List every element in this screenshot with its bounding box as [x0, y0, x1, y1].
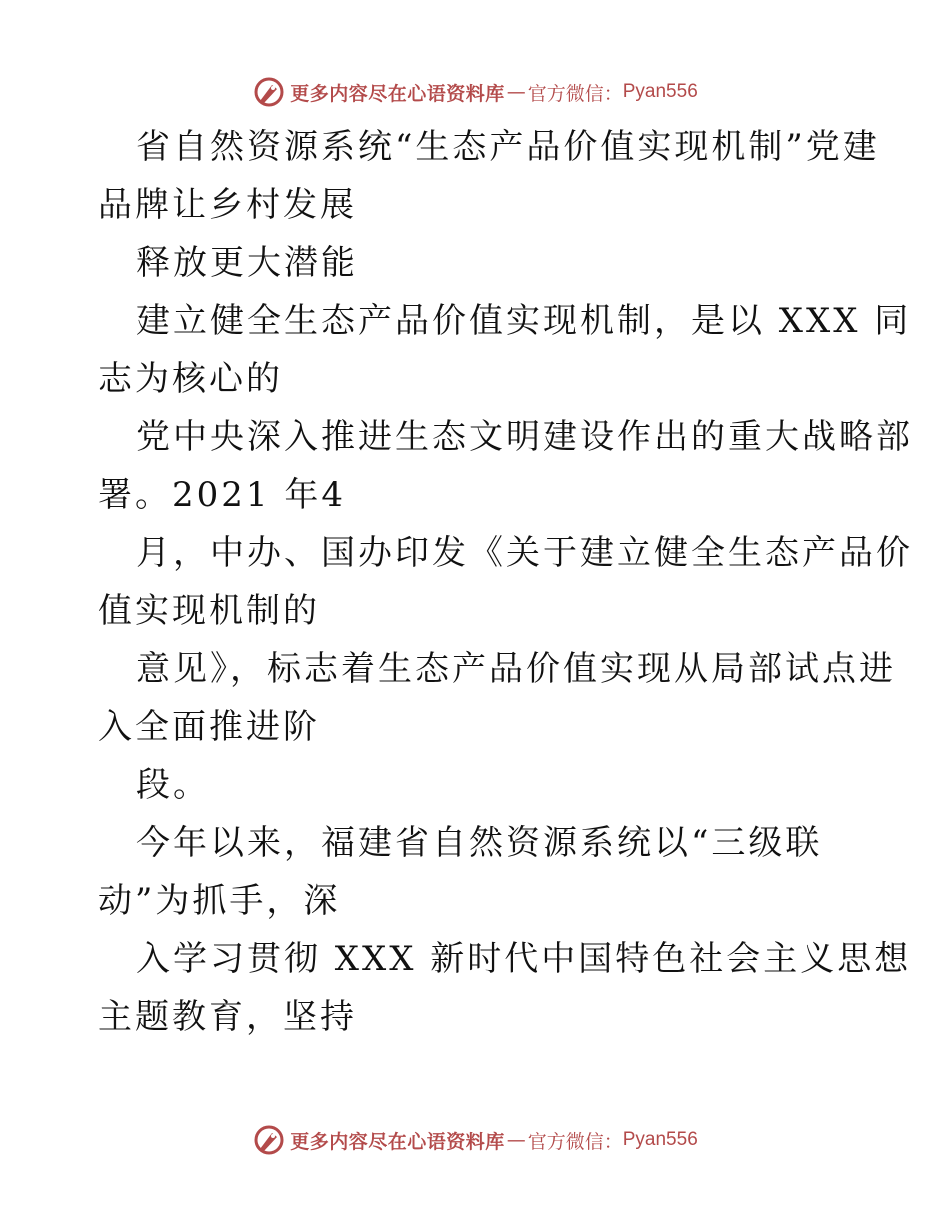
footer-watermark — [0, 1120, 950, 1160]
watermark-wechat-label: 官方微信： — [527, 1130, 623, 1153]
watermark-wechat-id: Pyan556 — [622, 1129, 698, 1150]
header-watermark — [0, 72, 950, 112]
text-line: 建立健全生态产品价值实现机制，是以 XXX 同 — [136, 301, 912, 341]
watermark-text: 更多内容尽在心语资料库 — [290, 82, 505, 105]
text-line: 品牌让乡村发展 — [98, 185, 357, 225]
watermark-separator: — — [506, 81, 526, 103]
text-line: 主题教育，坚持 — [98, 997, 357, 1037]
watermark-wechat-id: Pyan556 — [622, 81, 698, 102]
text-line: 值实现机制的 — [98, 591, 320, 631]
watermark-separator: — — [506, 1129, 526, 1151]
text-line: 意见》，标志着生态产品价值实现从局部试点进 — [136, 649, 896, 689]
document-body — [98, 118, 913, 1046]
text-line: 释放更大潜能 — [136, 243, 358, 283]
text-line: 段。 — [136, 765, 210, 805]
text-line: 入学习贯彻 XXX 新时代中国特色社会主义思想 — [136, 939, 912, 979]
pen-nib-logo-icon — [252, 1123, 286, 1157]
text-line: 今年以来，福建省自然资源系统以“三级联 — [136, 823, 823, 863]
text-line: 署。2021 年4 — [98, 475, 346, 515]
text-line: 入全面推进阶 — [98, 707, 320, 747]
text-line: 省自然资源系统“生态产品价值实现机制”党建 — [136, 127, 880, 167]
text-line: 月，中办、国办印发《关于建立健全生态产品价 — [136, 533, 913, 573]
text-line: 动”为抓手，深 — [98, 881, 341, 921]
text-line: 志为核心的 — [98, 359, 283, 399]
text-line: 党中央深入推进生态文明建设作出的重大战略部 — [136, 417, 913, 457]
pen-nib-logo-icon — [252, 75, 286, 109]
watermark-wechat-label: 官方微信： — [527, 82, 623, 105]
watermark-text: 更多内容尽在心语资料库 — [290, 1130, 505, 1153]
